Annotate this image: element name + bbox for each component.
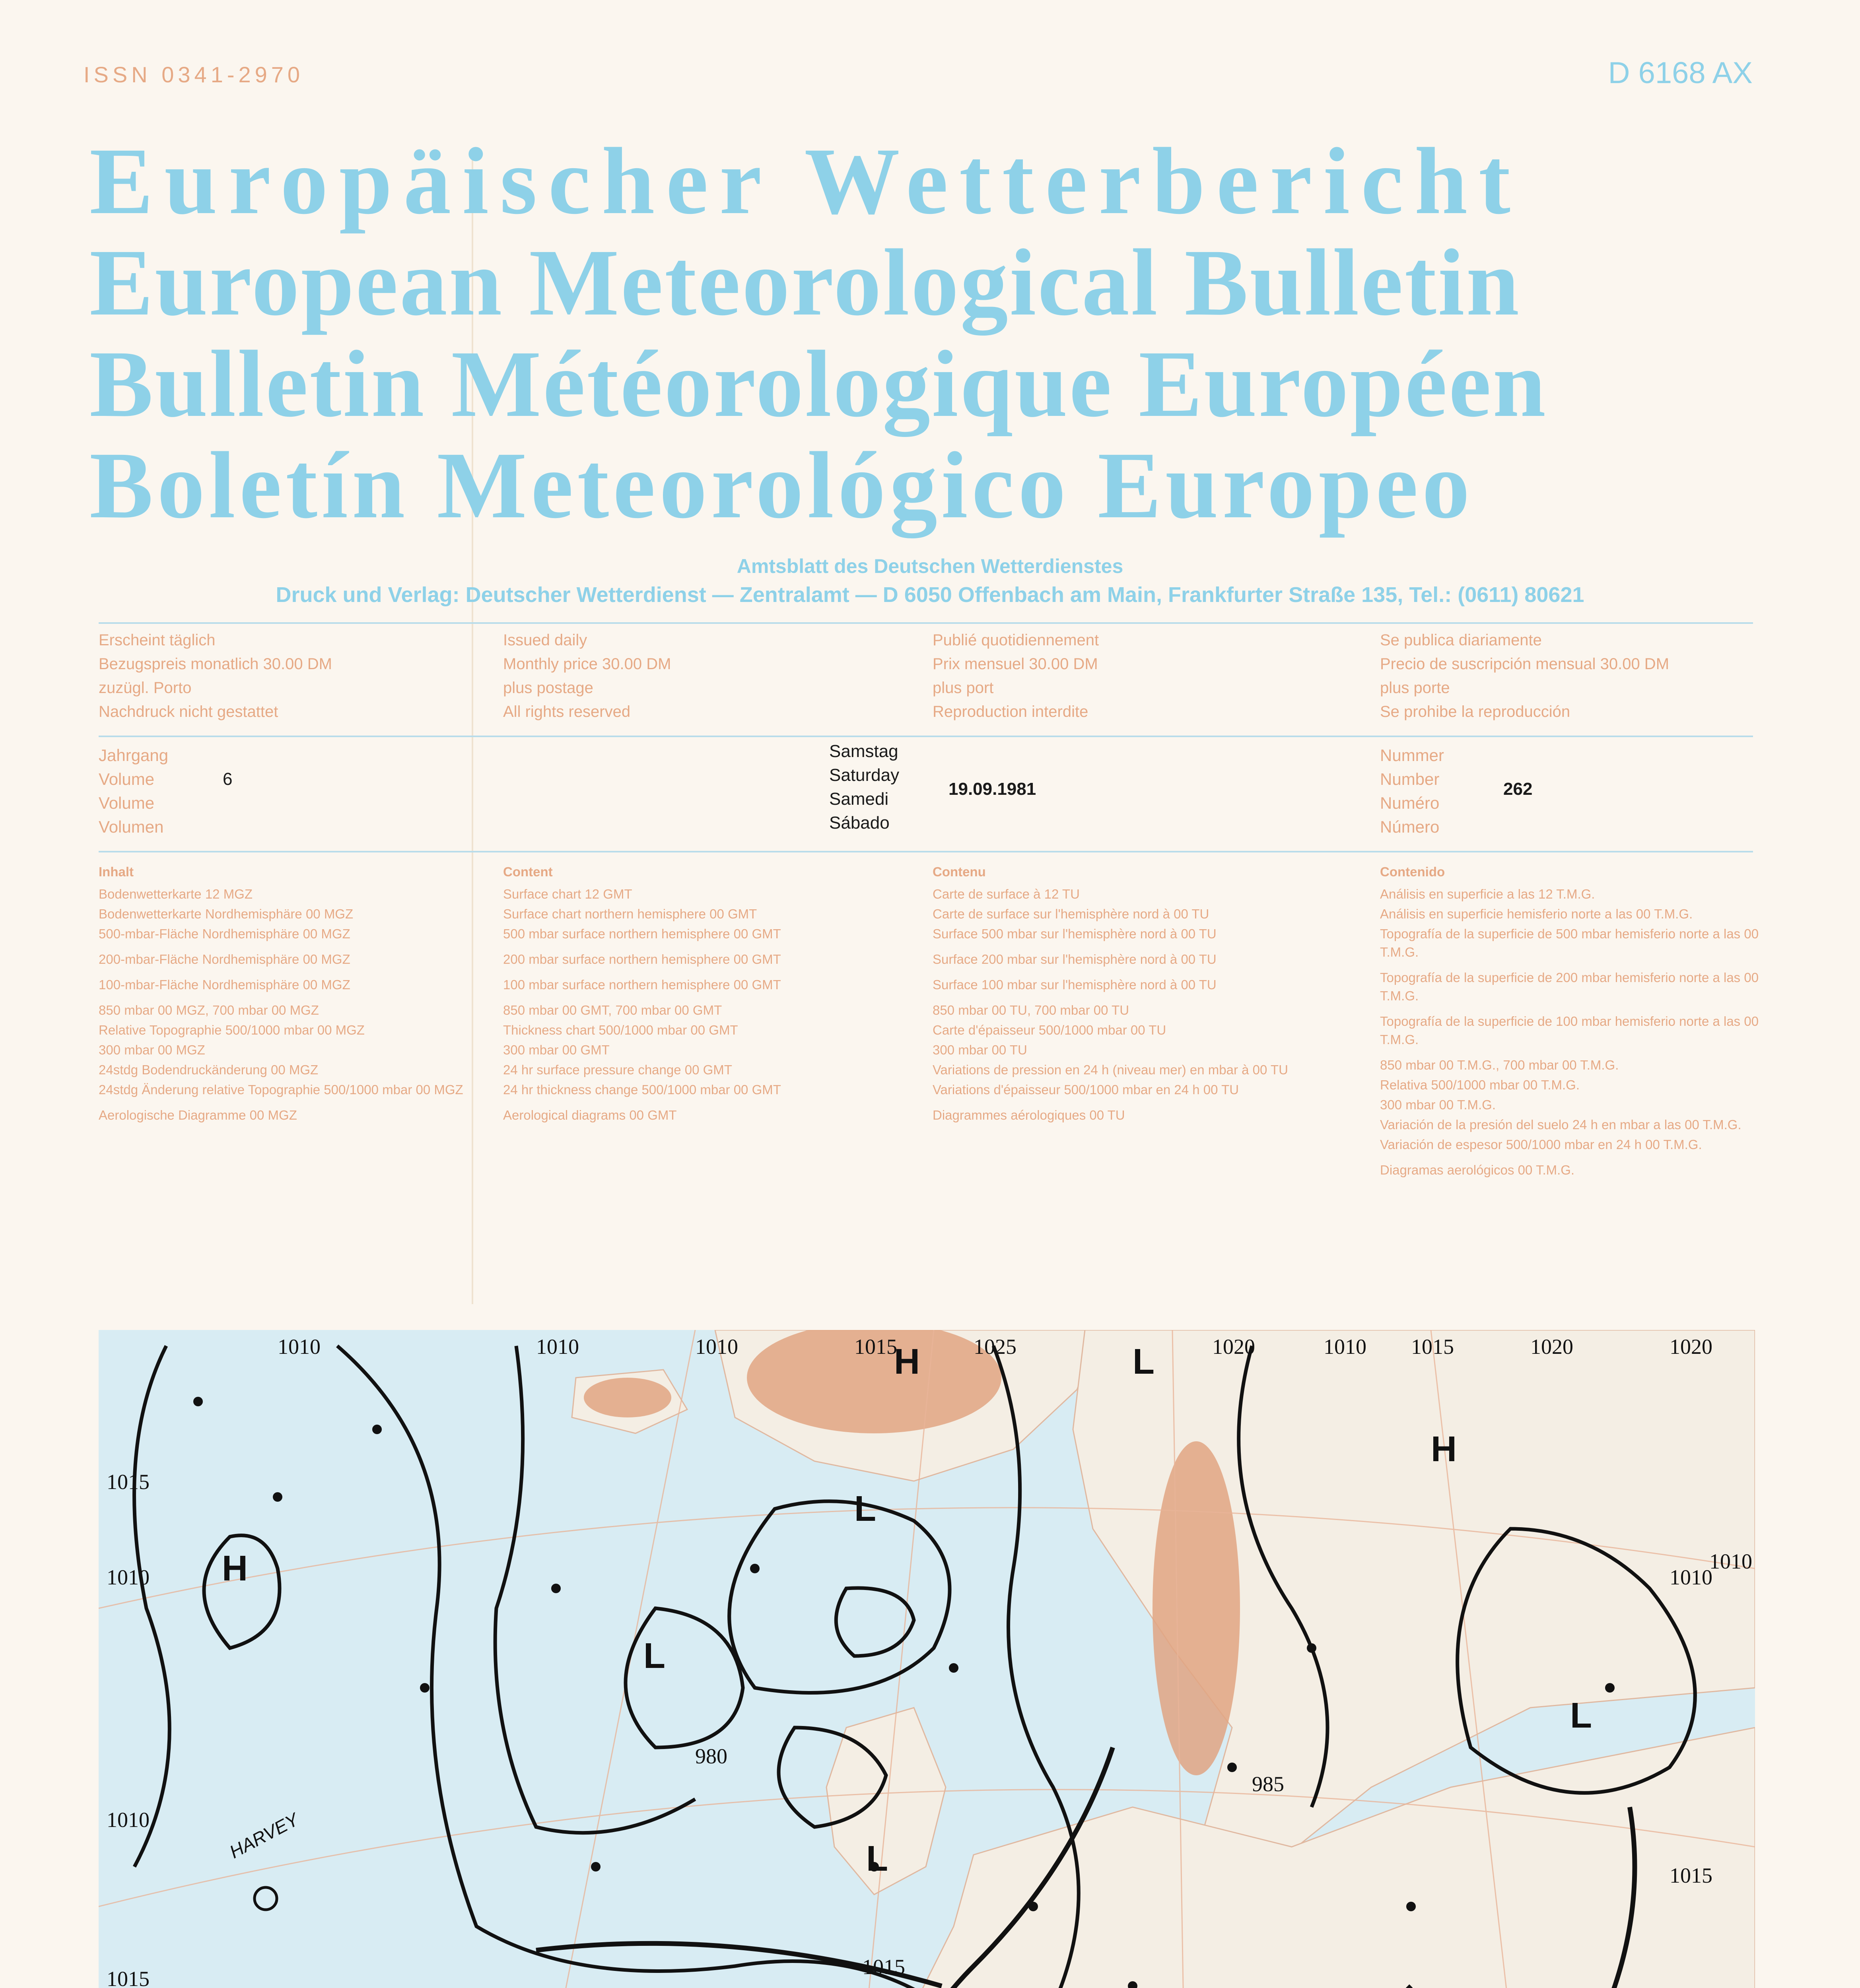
isobar — [134, 1346, 170, 1867]
tropical-storm-icon — [255, 1887, 277, 1910]
contents-item: Variación de espesor 500/1000 mbar en 24 h 00 T.M.G. — [1380, 1137, 1702, 1152]
publisher-line: Druck und Verlag: Deutscher Wetterdienst — Zentralamt — D 6050 Offenbach am Main, Frankfurter Straße 135, Tel.: (0611) 80621 — [276, 583, 1584, 607]
station — [420, 1683, 430, 1693]
publication-code: D 6168 AX — [1608, 56, 1753, 90]
title-french: Bulletin Météorologique Européen — [89, 331, 1547, 437]
weekday: Samedi — [829, 789, 889, 809]
contents-english — [503, 863, 917, 1126]
contents-item: Relativa 500/1000 mbar 00 T.M.G. — [1380, 1077, 1580, 1092]
low-pressure-center: L — [854, 1489, 876, 1529]
contents-item: 500 mbar surface northern hemisphere 00 GMT — [503, 926, 781, 941]
contents-item: 24stdg Änderung relative Topographie 500/1000 mbar 00 MGZ — [99, 1082, 463, 1097]
station — [372, 1425, 382, 1434]
contents-item: Variación de la presión del suelo 24 h en mbar a las 00 T.M.G. — [1380, 1117, 1741, 1132]
isobar-label: 1015 — [862, 1955, 905, 1979]
weekday: Samstag — [829, 742, 898, 761]
info-french — [933, 628, 1346, 724]
contents-item: Surface 500 mbar sur l'hemisphère nord à 00 TU — [933, 926, 1217, 941]
isobar-label: 1010 — [107, 1565, 150, 1589]
isobar-label: 1025 — [974, 1335, 1016, 1359]
contents-item: 300 mbar 00 GMT — [503, 1043, 610, 1057]
volume-label: Jahrgang — [99, 746, 169, 765]
isobar-label: 1020 — [1212, 1335, 1255, 1359]
info-line: All rights reserved — [503, 703, 631, 720]
weekday: Saturday — [829, 765, 900, 785]
low-pressure-center: L — [1133, 1342, 1154, 1382]
issue-number: 262 — [1503, 779, 1533, 799]
contents-item: Análisis en superficie a las 12 T.M.G. — [1380, 887, 1595, 901]
contents-item: Carte d'épaisseur 500/1000 mbar 00 TU — [933, 1023, 1166, 1037]
station — [949, 1663, 958, 1673]
rule-contents — [99, 851, 1753, 852]
info-german — [99, 628, 512, 724]
contents-item: 500-mbar-Fläche Nordhemisphäre 00 MGZ — [99, 926, 350, 941]
volume-value: 6 — [223, 769, 233, 789]
contents-spanish — [1380, 863, 1794, 1181]
volume-label: Volume — [99, 794, 155, 812]
contents-item: Thickness chart 500/1000 mbar 00 GMT — [503, 1023, 738, 1037]
weekday-labels — [829, 740, 899, 835]
number-label: Number — [1380, 770, 1440, 788]
number-label: Número — [1380, 817, 1440, 836]
isobar-label: 1010 — [695, 1335, 738, 1359]
contents-french — [933, 863, 1346, 1126]
isobar-label: 1010 — [1324, 1335, 1366, 1359]
contents-item: Aerological diagrams 00 GMT — [503, 1108, 677, 1122]
issue-date: 19.09.1981 — [948, 779, 1036, 799]
contents-heading: Contenido — [1380, 864, 1445, 879]
weekday: Sábado — [829, 813, 890, 833]
surface-weather-map — [99, 1330, 1755, 1988]
info-line: Issued daily — [503, 631, 587, 649]
contents-german — [99, 863, 512, 1126]
title-spanish: Boletín Meteorológico Europeo — [89, 432, 1474, 538]
contents-item: Relative Topographie 500/1000 mbar 00 MGZ — [99, 1023, 365, 1037]
info-line: plus porte — [1380, 679, 1450, 697]
contents-item: 24stdg Bodendruckänderung 00 MGZ — [99, 1062, 319, 1077]
info-line: Erscheint täglich — [99, 631, 216, 649]
contents-item: 100-mbar-Fläche Nordhemisphäre 00 MGZ — [99, 977, 350, 992]
station — [750, 1564, 760, 1573]
station — [273, 1492, 282, 1502]
high-pressure-center: H — [1431, 1429, 1457, 1469]
number-labels — [1380, 744, 1444, 839]
isobar-label: 1010 — [536, 1335, 579, 1359]
isobar-label: 1020 — [1670, 1335, 1712, 1359]
isobar-label: 1010 — [107, 1808, 150, 1832]
info-line: Nachdruck nicht gestattet — [99, 703, 278, 720]
contents-heading: Contenu — [933, 864, 986, 879]
contents-item: Surface 200 mbar sur l'hemisphère nord à 00 TU — [933, 952, 1217, 967]
isobar-label: 1010 — [1709, 1549, 1752, 1573]
storm-harvey-symbol — [255, 1887, 277, 1910]
station — [591, 1862, 601, 1872]
info-line: Bezugspreis monatlich 30.00 DM — [99, 655, 332, 673]
info-line: plus port — [933, 679, 994, 697]
contents-item: Variations de pression en 24 h (niveau mer) en mbar à 00 TU — [933, 1062, 1288, 1077]
info-line: Se prohibe la reproducción — [1380, 703, 1570, 720]
contents-heading: Inhalt — [99, 864, 134, 879]
contents-item: 300 mbar 00 MGZ — [99, 1043, 205, 1057]
contents-item: 100 mbar surface northern hemisphere 00 GMT — [503, 977, 781, 992]
contents-item: Bodenwetterkarte Nordhemisphäre 00 MGZ — [99, 907, 354, 921]
contents-item: 850 mbar 00 TU, 700 mbar 00 TU — [933, 1003, 1129, 1017]
contents-item: Análisis en superficie hemisferio norte a las 00 T.M.G. — [1380, 907, 1693, 921]
info-spanish — [1380, 628, 1794, 724]
issn-number: ISSN 0341-2970 — [84, 62, 304, 87]
contents-item: Surface chart northern hemisphere 00 GMT — [503, 907, 757, 921]
station — [551, 1584, 561, 1593]
contents-item: Carte de surface à 12 TU — [933, 887, 1080, 901]
info-line: plus postage — [503, 679, 593, 697]
contents-item: Variations d'épaisseur 500/1000 mbar en 24 h 00 TU — [933, 1082, 1239, 1097]
contents-item: 200-mbar-Fläche Nordhemisphäre 00 MGZ — [99, 952, 350, 967]
low-pressure-center: L — [1570, 1696, 1592, 1736]
isobar-label: 1010 — [278, 1335, 321, 1359]
rule-middle — [99, 736, 1753, 737]
contents-item: 300 mbar 00 TU — [933, 1043, 1027, 1057]
isobar — [626, 1608, 743, 1747]
contents-item: 24 hr surface pressure change 00 GMT — [503, 1062, 732, 1077]
contents-item: 200 mbar surface northern hemisphere 00 GMT — [503, 952, 781, 967]
rule-top — [99, 622, 1753, 624]
isobar-label: 1015 — [107, 1470, 150, 1494]
contents-item: Topografía de la superficie de 500 mbar hemisferio norte a las 00 T.M.G. — [1380, 926, 1759, 959]
info-line: Se publica diariamente — [1380, 631, 1542, 649]
contents-item: Diagramas aerológicos 00 T.M.G. — [1380, 1163, 1575, 1177]
contents-item: 850 mbar 00 T.M.G., 700 mbar 00 T.M.G. — [1380, 1058, 1619, 1072]
number-label: Numéro — [1380, 794, 1440, 812]
isobar-label: 1010 — [1670, 1565, 1712, 1589]
isobar-label: 980 — [695, 1744, 727, 1768]
volume-label: Volume — [99, 770, 155, 788]
isobar-label: 1015 — [1670, 1864, 1712, 1887]
info-line: Prix mensuel 30.00 DM — [933, 655, 1098, 673]
contents-item: Surface chart 12 GMT — [503, 887, 632, 901]
contents-item: 300 mbar 00 T.M.G. — [1380, 1097, 1496, 1112]
title-english: European Meteorological Bulletin — [89, 229, 1521, 335]
contents-item: Carte de surface sur l'hemisphère nord à 00 TU — [933, 907, 1209, 921]
contents-item: Topografía de la superficie de 100 mbar hemisferio norte a las 00 T.M.G. — [1380, 1014, 1759, 1047]
contents-heading: Content — [503, 864, 553, 879]
station — [193, 1397, 203, 1406]
isobar — [729, 1501, 950, 1693]
contents-item: Surface 100 mbar sur l'hemisphère nord à 00 TU — [933, 977, 1217, 992]
info-english — [503, 628, 917, 724]
info-line: Reproduction interdite — [933, 703, 1088, 720]
low-pressure-center: L — [866, 1839, 888, 1879]
number-label: Nummer — [1380, 746, 1444, 765]
title-german: Europäischer Wetterbericht — [89, 128, 1522, 234]
info-line: Monthly price 30.00 DM — [503, 655, 671, 673]
volume-label: Volumen — [99, 817, 164, 836]
station — [1227, 1763, 1237, 1772]
info-line: zuzügl. Porto — [99, 679, 192, 697]
contents-item: 850 mbar 00 GMT, 700 mbar 00 GMT — [503, 1003, 722, 1017]
map-canvas — [99, 1330, 1755, 1988]
isobar-label: 1015 — [1411, 1335, 1454, 1359]
contents-item: 850 mbar 00 MGZ, 700 mbar 00 MGZ — [99, 1003, 319, 1017]
contents-item: Aerologische Diagramme 00 MGZ — [99, 1108, 297, 1122]
station — [1028, 1902, 1038, 1911]
contents-item: 24 hr thickness change 500/1000 mbar 00 GMT — [503, 1082, 781, 1097]
station — [1605, 1683, 1615, 1693]
isobar-label: 985 — [1252, 1772, 1284, 1796]
isobar-label: 1015 — [854, 1335, 897, 1359]
relief-iceland — [584, 1378, 671, 1417]
contents-item: Topografía de la superficie de 200 mbar hemisferio norte a las 00 T.M.G. — [1380, 970, 1759, 1003]
contents-item: Bodenwetterkarte 12 MGZ — [99, 887, 253, 901]
info-line: Precio de suscripción mensual 30.00 DM — [1380, 655, 1670, 673]
high-pressure-center: H — [894, 1342, 920, 1382]
volume-labels — [99, 744, 168, 839]
high-pressure-center: H — [222, 1549, 248, 1588]
station — [1406, 1902, 1416, 1911]
storm-harvey-label: HARVEY — [226, 1809, 302, 1862]
station — [1307, 1643, 1316, 1653]
isobar-label: 1015 — [107, 1967, 150, 1988]
official-gazette-line: Amtsblatt des Deutschen Wetterdienstes — [737, 555, 1123, 577]
relief-scandinavia — [1153, 1441, 1240, 1775]
isobar-label: 1020 — [1530, 1335, 1573, 1359]
info-line: Publié quotidiennement — [933, 631, 1099, 649]
contents-item: Diagrammes aérologiques 00 TU — [933, 1108, 1125, 1122]
low-pressure-center: L — [643, 1636, 665, 1676]
